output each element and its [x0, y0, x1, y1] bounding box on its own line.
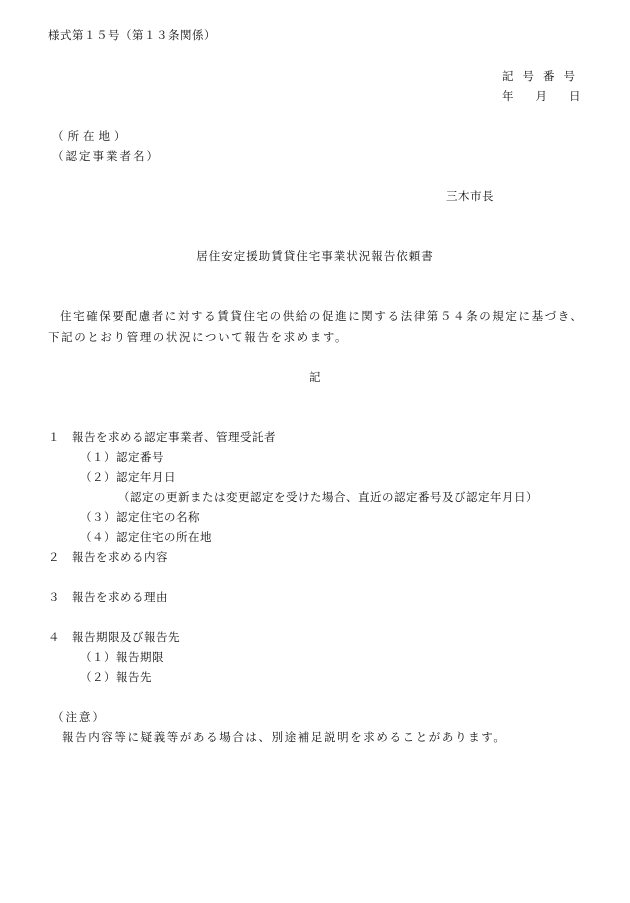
sender-name: 三木市長: [446, 189, 494, 203]
item-4: ４ 報告期限及び報告先: [48, 630, 180, 644]
note-text: 報告内容等に疑義等がある場合は、別途補足説明を求めることがあります。: [62, 730, 507, 744]
item-1-3: （３）認定住宅の名称: [80, 510, 200, 524]
recipient-address-label: （所在地）: [52, 129, 130, 143]
document-number-label: 記号番号: [502, 69, 584, 83]
item-1-2-note: （認定の更新または変更認定を受けた場合、直近の認定番号及び認定年月日）: [118, 490, 538, 504]
document-title: 居住安定援助賃貸住宅事業状況報告依頼書: [196, 249, 434, 263]
item-1-1: （１）認定番号: [80, 450, 164, 464]
item-2: ２ 報告を求める内容: [48, 550, 168, 564]
body-paragraph: 住宅確保要配慮者に対する賃貸住宅の供給の促進に関する法律第５４条の規定に基づき、下記のとおり管理の状況について報告を求めます。: [48, 309, 584, 344]
note-heading: （注意）: [52, 710, 106, 724]
item-1: １ 報告を求める認定事業者、管理受託者: [48, 430, 276, 444]
item-3: ３ 報告を求める理由: [48, 590, 168, 604]
date-label: 年月日: [502, 89, 603, 103]
item-1-4: （４）認定住宅の所在地: [80, 530, 212, 544]
item-4-2: （２）報告先: [80, 670, 152, 684]
item-4-1: （１）報告期限: [80, 650, 164, 664]
ki-heading: 記: [309, 370, 321, 384]
form-number: 様式第１５号（第１３条関係）: [48, 28, 216, 42]
recipient-name-label: （認定事業者名）: [52, 149, 160, 163]
item-1-2: （２）認定年月日: [80, 470, 176, 484]
